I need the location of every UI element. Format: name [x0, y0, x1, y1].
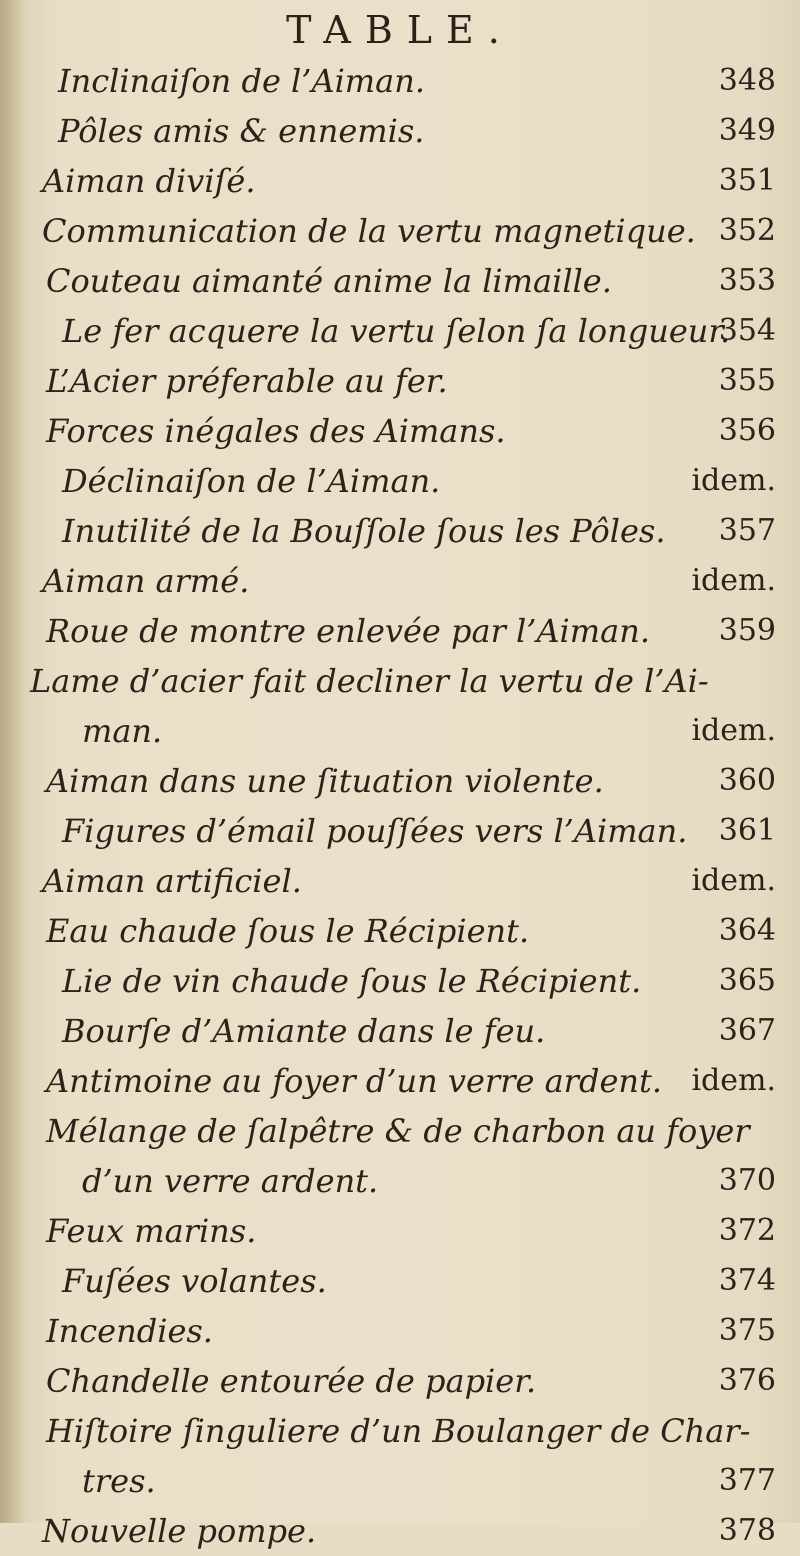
- toc-entry-title: Aiman armé.: [42, 562, 250, 600]
- toc-entry-title: tres.: [82, 1462, 156, 1500]
- toc-entry-page: 357: [718, 513, 776, 548]
- toc-entry-title: Bourſe d’Amiante dans le feu.: [62, 1012, 546, 1050]
- toc-entry-title: Hiſtoire ſinguliere d’un Boulanger de Char-: [46, 1412, 751, 1450]
- toc-entry-page: idem.: [691, 863, 776, 898]
- toc-entry-page: 370: [718, 1163, 776, 1198]
- toc-entry-title: Eau chaude ſous le Récipient.: [46, 912, 530, 950]
- toc-entry-title: man.: [82, 712, 163, 750]
- toc-entry-page: 372: [718, 1213, 776, 1248]
- toc-entry-title: Forces inégales des Aimans.: [46, 412, 506, 450]
- toc-entry: [0, 906, 800, 956]
- toc-entry: [0, 406, 800, 456]
- toc-entry-title: Figures d’émail pouſſées vers l’Aiman.: [62, 812, 688, 850]
- toc-entry: [0, 1356, 800, 1406]
- toc-entry: [0, 956, 800, 1006]
- toc-entry: [0, 256, 800, 306]
- toc-entry: [0, 206, 800, 256]
- toc-entry: [0, 556, 800, 606]
- toc-entry-title: L’Acier préferable au fer.: [46, 362, 448, 400]
- toc-entry-title: d’un verre ardent.: [82, 1162, 379, 1200]
- toc-entry-title: Déclinaiſon de l’Aiman.: [62, 462, 441, 500]
- toc-entry: [0, 1306, 800, 1356]
- page-header: TABLE.: [286, 8, 514, 52]
- toc-entry-title: Communication de la vertu magnetique.: [42, 212, 696, 250]
- toc-entry-page: 351: [718, 163, 776, 198]
- toc-entry-title: Aiman artificiel.: [42, 862, 302, 900]
- toc-entry-title: Lie de vin chaude ſous le Récipient.: [62, 962, 642, 1000]
- toc-entry: [0, 1006, 800, 1056]
- toc-entry-title: Fuſées volantes.: [62, 1262, 327, 1300]
- toc-entry-page: 361: [718, 813, 776, 848]
- toc-entry-title: Feux marins.: [46, 1212, 257, 1250]
- toc-entry-page: 374: [718, 1263, 776, 1298]
- toc-entry-title: Le fer acquere la vertu ſelon ſa longueur.: [62, 312, 731, 350]
- toc-entry: [0, 656, 800, 706]
- toc-entry-page: 367: [718, 1013, 776, 1048]
- toc-entry-page: 376: [718, 1363, 776, 1398]
- toc-entry-page: 375: [718, 1313, 776, 1348]
- toc-entry: [0, 606, 800, 656]
- toc-entry-page: 378: [718, 1513, 776, 1548]
- toc-entry: [0, 306, 800, 356]
- toc-entry: [0, 1156, 800, 1206]
- toc-entry-title: Mélange de ſalpêtre & de charbon au foyer: [46, 1112, 750, 1150]
- toc-entry-page: 355: [718, 363, 776, 398]
- toc-entry-title: Chandelle entourée de papier.: [46, 1362, 537, 1400]
- toc-entry: [0, 1056, 800, 1106]
- toc-entry: [0, 506, 800, 556]
- toc-entry-page: idem.: [691, 463, 776, 498]
- toc-entry-page: idem.: [691, 1063, 776, 1098]
- toc-entry: [0, 1406, 800, 1456]
- toc-entry: [0, 1456, 800, 1506]
- toc-entry-title: Lame d’acier fait decliner la vertu de l’Ai-: [30, 662, 709, 700]
- toc-entry: [0, 1256, 800, 1306]
- toc-entry-page: 352: [718, 213, 776, 248]
- toc-entry-page: 349: [718, 113, 776, 148]
- toc-entry-title: Incendies.: [46, 1312, 213, 1350]
- toc-entry-title: Roue de montre enlevée par l’Aiman.: [46, 612, 650, 650]
- toc-entry: [0, 1106, 800, 1156]
- toc-entry: [0, 106, 800, 156]
- toc-entry-title: Pôles amis & ennemis.: [58, 112, 425, 150]
- toc-entry-page: 356: [718, 413, 776, 448]
- toc-entry: [0, 1506, 800, 1556]
- toc-entry: [0, 1206, 800, 1256]
- toc-entry-page: 348: [718, 63, 776, 98]
- toc-entry: [0, 356, 800, 406]
- toc-entry-page: 377: [718, 1463, 776, 1498]
- toc-entry-title: Inclinaiſon de l’Aiman.: [58, 62, 425, 100]
- toc-entry-page: 364: [718, 913, 776, 948]
- toc-entry: [0, 806, 800, 856]
- toc-entry-page: 359: [718, 613, 776, 648]
- toc-entry: [0, 156, 800, 206]
- toc-entry-title: Inutilité de la Bouſſole ſous les Pôles.: [62, 512, 666, 550]
- toc-entry-page: idem.: [691, 563, 776, 598]
- toc-entry-page: 353: [718, 263, 776, 298]
- toc-entry: [0, 456, 800, 506]
- toc-entry-page: 365: [718, 963, 776, 998]
- toc-entry-page: 360: [718, 763, 776, 798]
- toc-entry-page: idem.: [691, 713, 776, 748]
- toc-entry-title: Aiman dans une ſituation violente.: [46, 762, 604, 800]
- toc-entry: [0, 706, 800, 756]
- toc-entry: [0, 756, 800, 806]
- toc-entry-title: Couteau aimanté anime la limaille.: [46, 262, 612, 300]
- toc-entry: [0, 56, 800, 106]
- toc-entry-page: 354: [718, 313, 776, 348]
- toc-entry-title: Aiman diviſé.: [42, 162, 256, 200]
- toc-entry: [0, 856, 800, 906]
- toc-entry-title: Antimoine au foyer d’un verre ardent.: [46, 1062, 663, 1100]
- toc-entry-title: Nouvelle pompe.: [42, 1512, 317, 1550]
